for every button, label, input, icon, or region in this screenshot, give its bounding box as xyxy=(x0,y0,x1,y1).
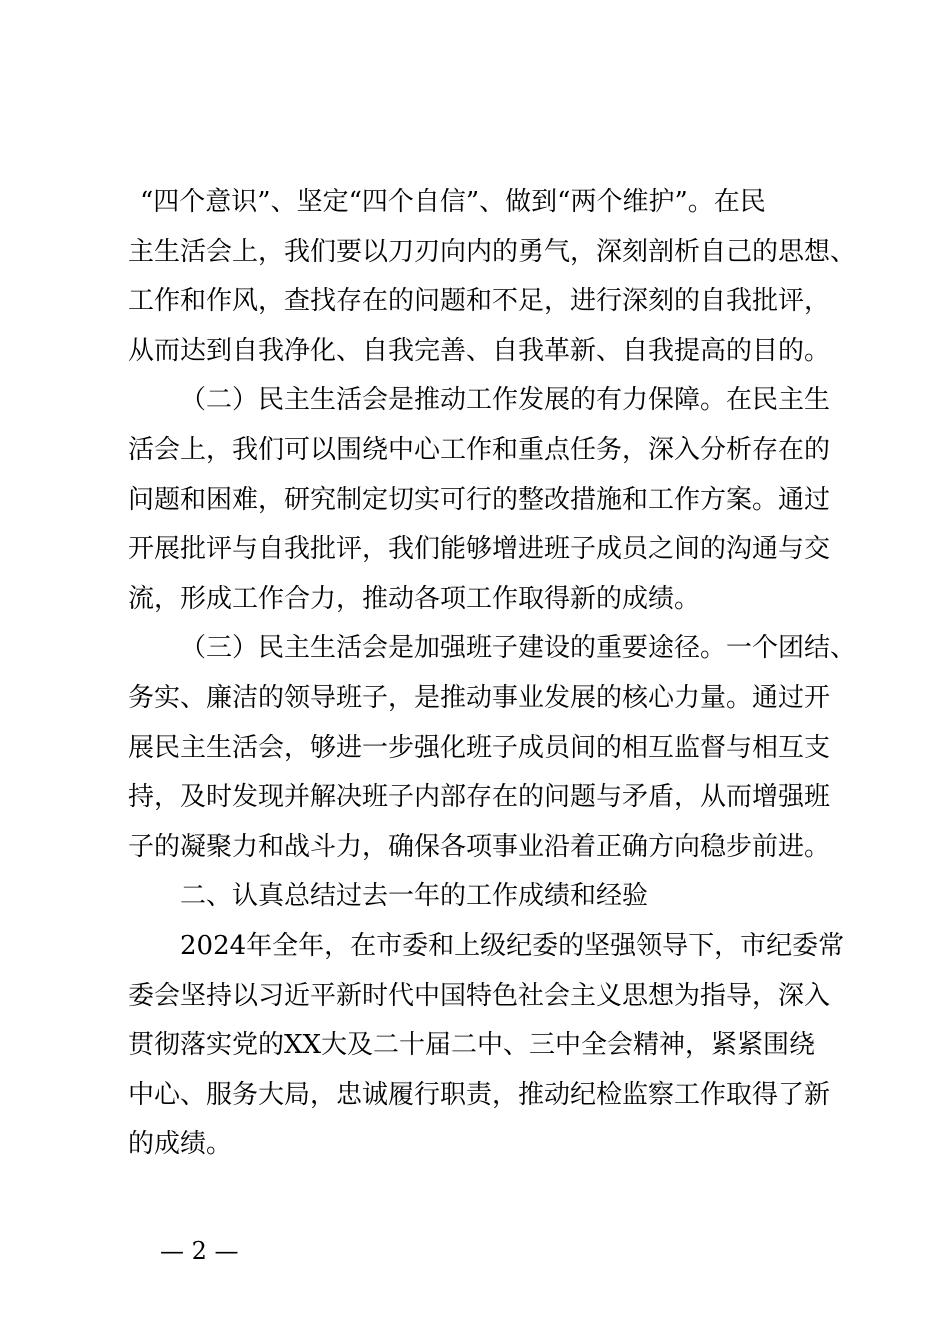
text-line: 贯彻落实党的XX大及二十届二中、三中全会精神，紧紧围绕 xyxy=(128,1030,816,1061)
text-line: “四个意识”、坚定“四个自信”、做到“两个维护”。在民 xyxy=(140,187,766,217)
text-line: 的成绩。 xyxy=(128,1129,233,1160)
document-body xyxy=(128,178,857,1170)
page-number: — 2 — xyxy=(160,1237,239,1265)
text-line: 展民主生活会，够进一步强化班子成员间的相互监督与相互支 xyxy=(128,732,831,763)
text-line: 委会坚持以习近平新时代中国特色社会主义思想为指导，深入 xyxy=(128,980,831,1011)
text-line: 中心、服务大局，忠诚履行职责，推动纪检监察工作取得了新 xyxy=(128,1079,831,1110)
text-line: 2024年全年，在市委和上级纪委的坚强领导下，市纪委常 xyxy=(180,930,845,961)
text-line: 持，及时发现并解决班子内部存在的问题与矛盾，从而增强班 xyxy=(128,782,831,813)
text-line: 工作和作风，查找存在的问题和不足，进行深刻的自我批评， xyxy=(128,286,831,317)
text-line: 开展批评与自我批评，我们能够增进班子成员之间的沟通与交 xyxy=(128,534,831,565)
section-heading: 二、认真总结过去一年的工作成绩和经验 xyxy=(180,881,649,912)
text-line: （三）民主生活会是加强班子建设的重要途径。一个团结、 xyxy=(180,633,857,664)
text-line: 务实、廉洁的领导班子，是推动事业发展的核心力量。通过开 xyxy=(128,682,831,713)
text-line: 子的凝聚力和战斗力，确保各项事业沿着正确方向稳步前进。 xyxy=(128,831,831,862)
text-line: （二）民主生活会是推动工作发展的有力保障。在民主生 xyxy=(180,385,831,416)
text-line: 活会上，我们可以围绕中心工作和重点任务，深入分析存在的 xyxy=(128,434,831,465)
text-line: 问题和困难，研究制定切实可行的整改措施和工作方案。通过 xyxy=(128,484,831,515)
text-line: 从而达到自我净化、自我完善、自我革新、自我提高的目的。 xyxy=(128,335,831,366)
text-line: 流，形成工作合力，推动各项工作取得新的成绩。 xyxy=(128,583,701,614)
text-line: 主生活会上，我们要以刀刃向内的勇气，深刻剖析自己的思想、 xyxy=(128,236,857,267)
